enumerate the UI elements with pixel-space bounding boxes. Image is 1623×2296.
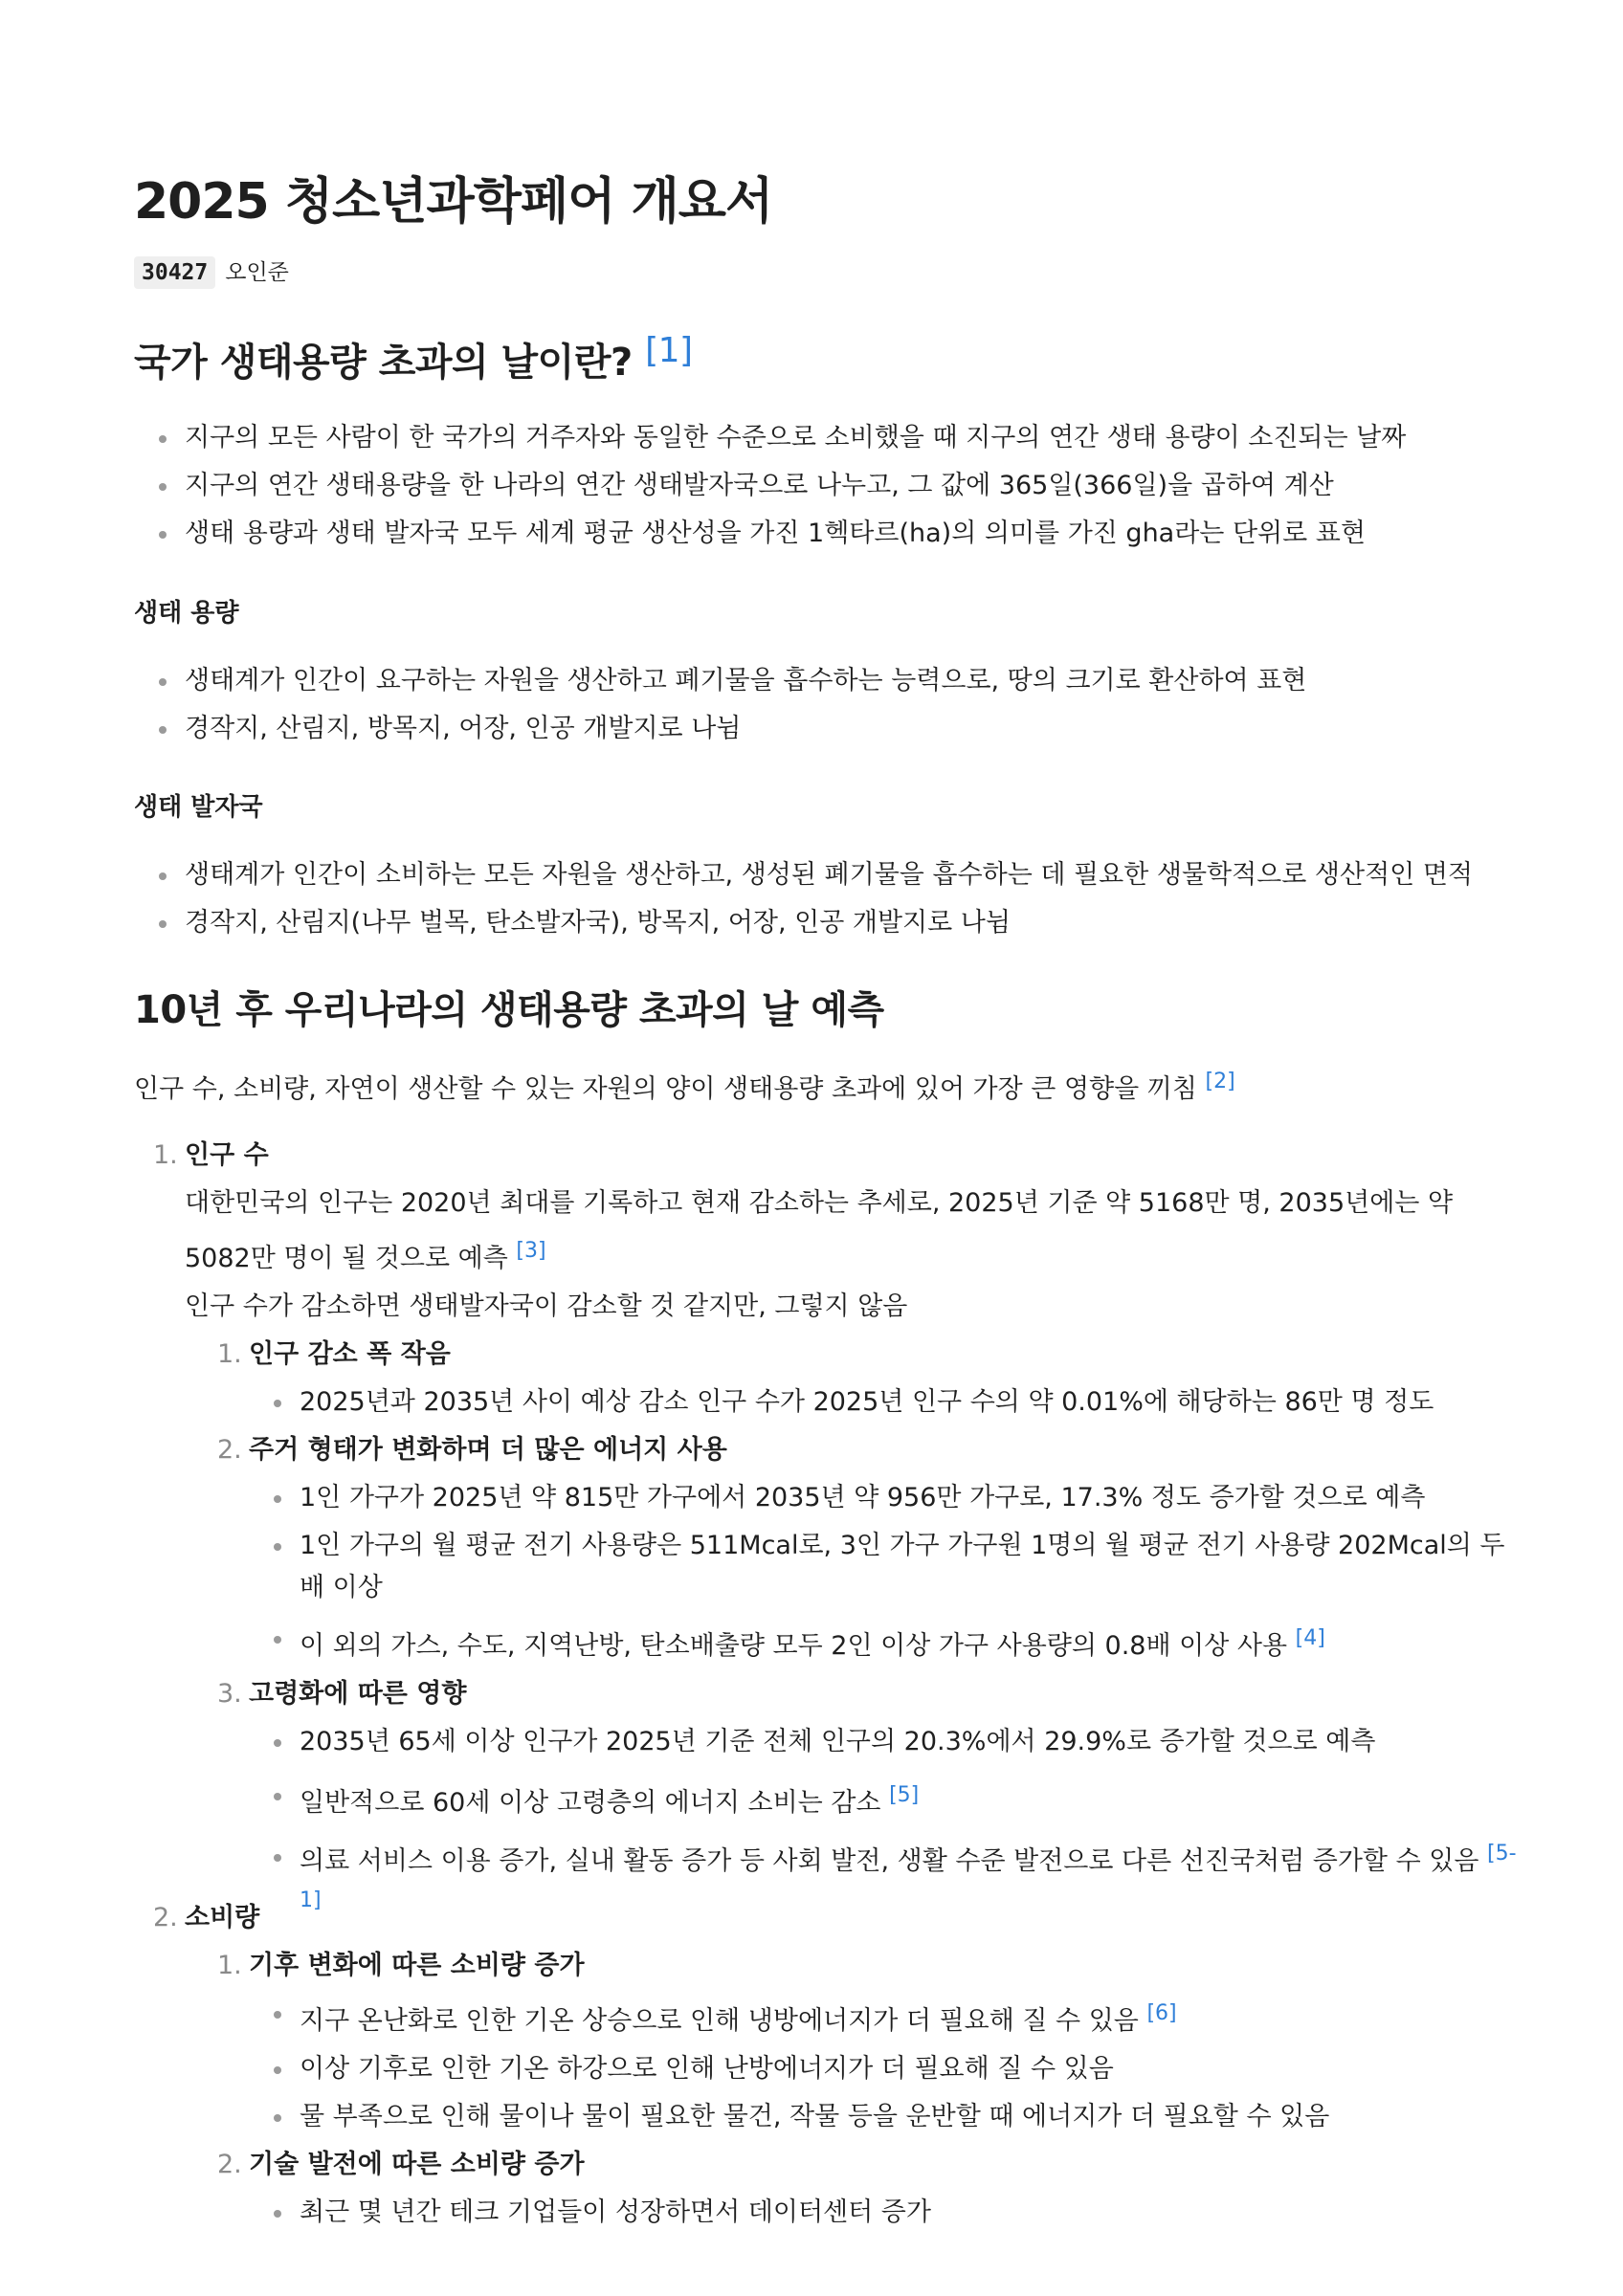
heading-text: 국가 생태용량 초과의 날이란?	[134, 341, 633, 385]
list-item: 생태계가 인간이 요구하는 자원을 생산하고 폐기물을 흡수하는 능력으로, 땅의 크기로 환산하여 표현	[185, 657, 1623, 705]
list-number: 2.	[217, 2150, 242, 2179]
list-item	[300, 1990, 1623, 2045]
citation-link[interactable]: 1]	[300, 1888, 322, 1912]
page-title: 2025 청소년과학페어 개요서	[134, 173, 773, 231]
subheading-footprint: 생태 발자국	[134, 793, 263, 822]
text: 이 외의 가스, 수도, 지역난방, 탄소배출량 모두 2인 이상 가구 사용량의 0.8배 이상 사용	[300, 1631, 1288, 1661]
citation-link[interactable]: [3]	[516, 1239, 546, 1263]
list-number: 1.	[153, 1140, 178, 1170]
paragraph-line: 대한민국의 인구는 2020년 최대를 기록하고 현재 감소하는 추세로, 2025년 기준 약 5168만 명, 2035년에는 약	[185, 1188, 1454, 1218]
subheading-biocapacity: 생태 용량	[134, 599, 239, 628]
list-item: 경작지, 산림지(나무 벌목, 탄소발자국), 방목지, 어장, 인공 개발지로 나뉨	[185, 899, 1623, 947]
citation-link[interactable]: [4]	[1295, 1626, 1325, 1650]
author-line	[134, 254, 289, 286]
citation-link[interactable]: [2]	[1205, 1070, 1235, 1093]
sub-numbered-title	[217, 1426, 1623, 1474]
list-number: 2.	[153, 1903, 178, 1932]
item-title: 주거 형태가 변화하며 더 많은 에너지 사용	[249, 1435, 727, 1465]
factor-population	[0, 1132, 1623, 1917]
item-title: 기후 변화에 따른 소비량 증가	[249, 1951, 585, 1980]
text: 5082만 명이 될 것으로 예측	[185, 1244, 508, 1273]
section-heading-prediction: 10년 후 우리나라의 생태용량 초과의 날 예측	[134, 988, 884, 1032]
list-item-continuation: 배 이상	[300, 1573, 383, 1602]
student-id: 30427	[134, 256, 215, 289]
list-number: 1.	[217, 1951, 242, 1980]
list-item: 이상 기후로 인한 기온 하강으로 인해 난방에너지가 더 필요해 질 수 있음	[300, 2045, 1623, 2093]
item-title: 인구 수	[185, 1140, 269, 1170]
list-number: 2.	[217, 1435, 242, 1465]
intro-text: 인구 수, 소비량, 자연이 생산할 수 있는 자원의 양이 생태용량 초과에 있어 가장 큰 영향을 끼침	[134, 1074, 1197, 1104]
list-item: 생태 용량과 생태 발자국 모두 세계 평균 생산성을 가진 1헥타르(ha)의 의미를 가진 gha라는 단위로 표현	[185, 510, 1623, 558]
list-item	[300, 1772, 1623, 1827]
paragraph-line	[185, 1227, 1623, 1283]
sub-numbered-title	[217, 1331, 1623, 1379]
numbered-item-title	[153, 1132, 1623, 1180]
factor-consumption	[0, 1894, 1623, 2237]
sub-numbered-title	[217, 1942, 1623, 1990]
item-title: 인구 감소 폭 작음	[249, 1339, 451, 1369]
list-item: 경작지, 산림지, 방목지, 어장, 인공 개발지로 나뉨	[185, 705, 1623, 753]
list-item: 지구의 모든 사람이 한 국가의 거주자와 동일한 수준으로 소비했을 때 지구의 연간 생태 용량이 소진되는 날짜	[185, 414, 1623, 462]
sub-numbered-title	[217, 1670, 1623, 1718]
author-name: 오인준	[225, 260, 289, 285]
item-title: 소비량	[185, 1903, 260, 1932]
footprint-list	[0, 851, 1623, 947]
list-item	[300, 1615, 1623, 1670]
paragraph-line: 인구 수가 감소하면 생태발자국이 감소할 것 같지만, 그렇지 않음	[185, 1292, 908, 1321]
section-heading-overshoot-day	[134, 331, 693, 386]
list-item: 1인 가구의 월 평균 전기 사용량은 511Mcal로, 3인 가구 가구원 1명의 월 평균 전기 사용량 202Mcal의 두	[300, 1522, 1623, 1567]
item-title: 고령화에 따른 영향	[249, 1679, 467, 1709]
text: 일반적으로 60세 이상 고령층의 에너지 소비는 감소	[300, 1788, 881, 1818]
item-title: 기술 발전에 따른 소비량 증가	[249, 2150, 585, 2179]
list-item: 1인 가구가 2025년 약 815만 가구에서 2035년 약 956만 가구로, 17.3% 정도 증가할 것으로 예측	[300, 1474, 1623, 1522]
citation-link[interactable]: [5]	[889, 1783, 920, 1807]
list-item: 지구의 연간 생태용량을 한 나라의 연간 생태발자국으로 나누고, 그 값에 365일(366일)을 곱하여 계산	[185, 462, 1623, 510]
intro-paragraph	[134, 1058, 1235, 1114]
citation-link[interactable]: [6]	[1146, 2001, 1177, 2025]
definition-list	[0, 414, 1623, 558]
list-number: 1.	[217, 1339, 242, 1369]
text: 의료 서비스 이용 증가, 실내 활동 증가 등 사회 발전, 생활 수준 발전으로 다른 선진국처럼 증가할 수 있음	[300, 1846, 1479, 1876]
list-number: 3.	[217, 1679, 242, 1709]
list-item: 2035년 65세 이상 인구가 2025년 기준 전체 인구의 20.3%에서 29.9%로 증가할 것으로 예측	[300, 1718, 1623, 1766]
list-item: 2025년과 2035년 사이 예상 감소 인구 수가 2025년 인구 수의 약 0.01%에 해당하는 86만 명 정도	[300, 1379, 1623, 1426]
list-item: 물 부족으로 인해 물이나 물이 필요한 물건, 작물 등을 운반할 때 에너지가 더 필요할 수 있음	[300, 2093, 1623, 2141]
biocapacity-list	[0, 657, 1623, 753]
list-item: 생태계가 인간이 소비하는 모든 자원을 생산하고, 생성된 폐기물을 흡수하는 데 필요한 생물학적으로 생산적인 면적	[185, 851, 1623, 899]
citation-link[interactable]: [5-	[1487, 1842, 1517, 1866]
numbered-item-title	[153, 1894, 1623, 1942]
list-item	[300, 1833, 1623, 1883]
text: 지구 온난화로 인한 기온 상승으로 인해 냉방에너지가 더 필요해 질 수 있음	[300, 2006, 1139, 2036]
citation-link[interactable]: [1]	[645, 331, 693, 370]
sub-numbered-title	[217, 2141, 1623, 2189]
list-item: 최근 몇 년간 테크 기업들이 성장하면서 데이터센터 증가	[300, 2189, 1623, 2237]
